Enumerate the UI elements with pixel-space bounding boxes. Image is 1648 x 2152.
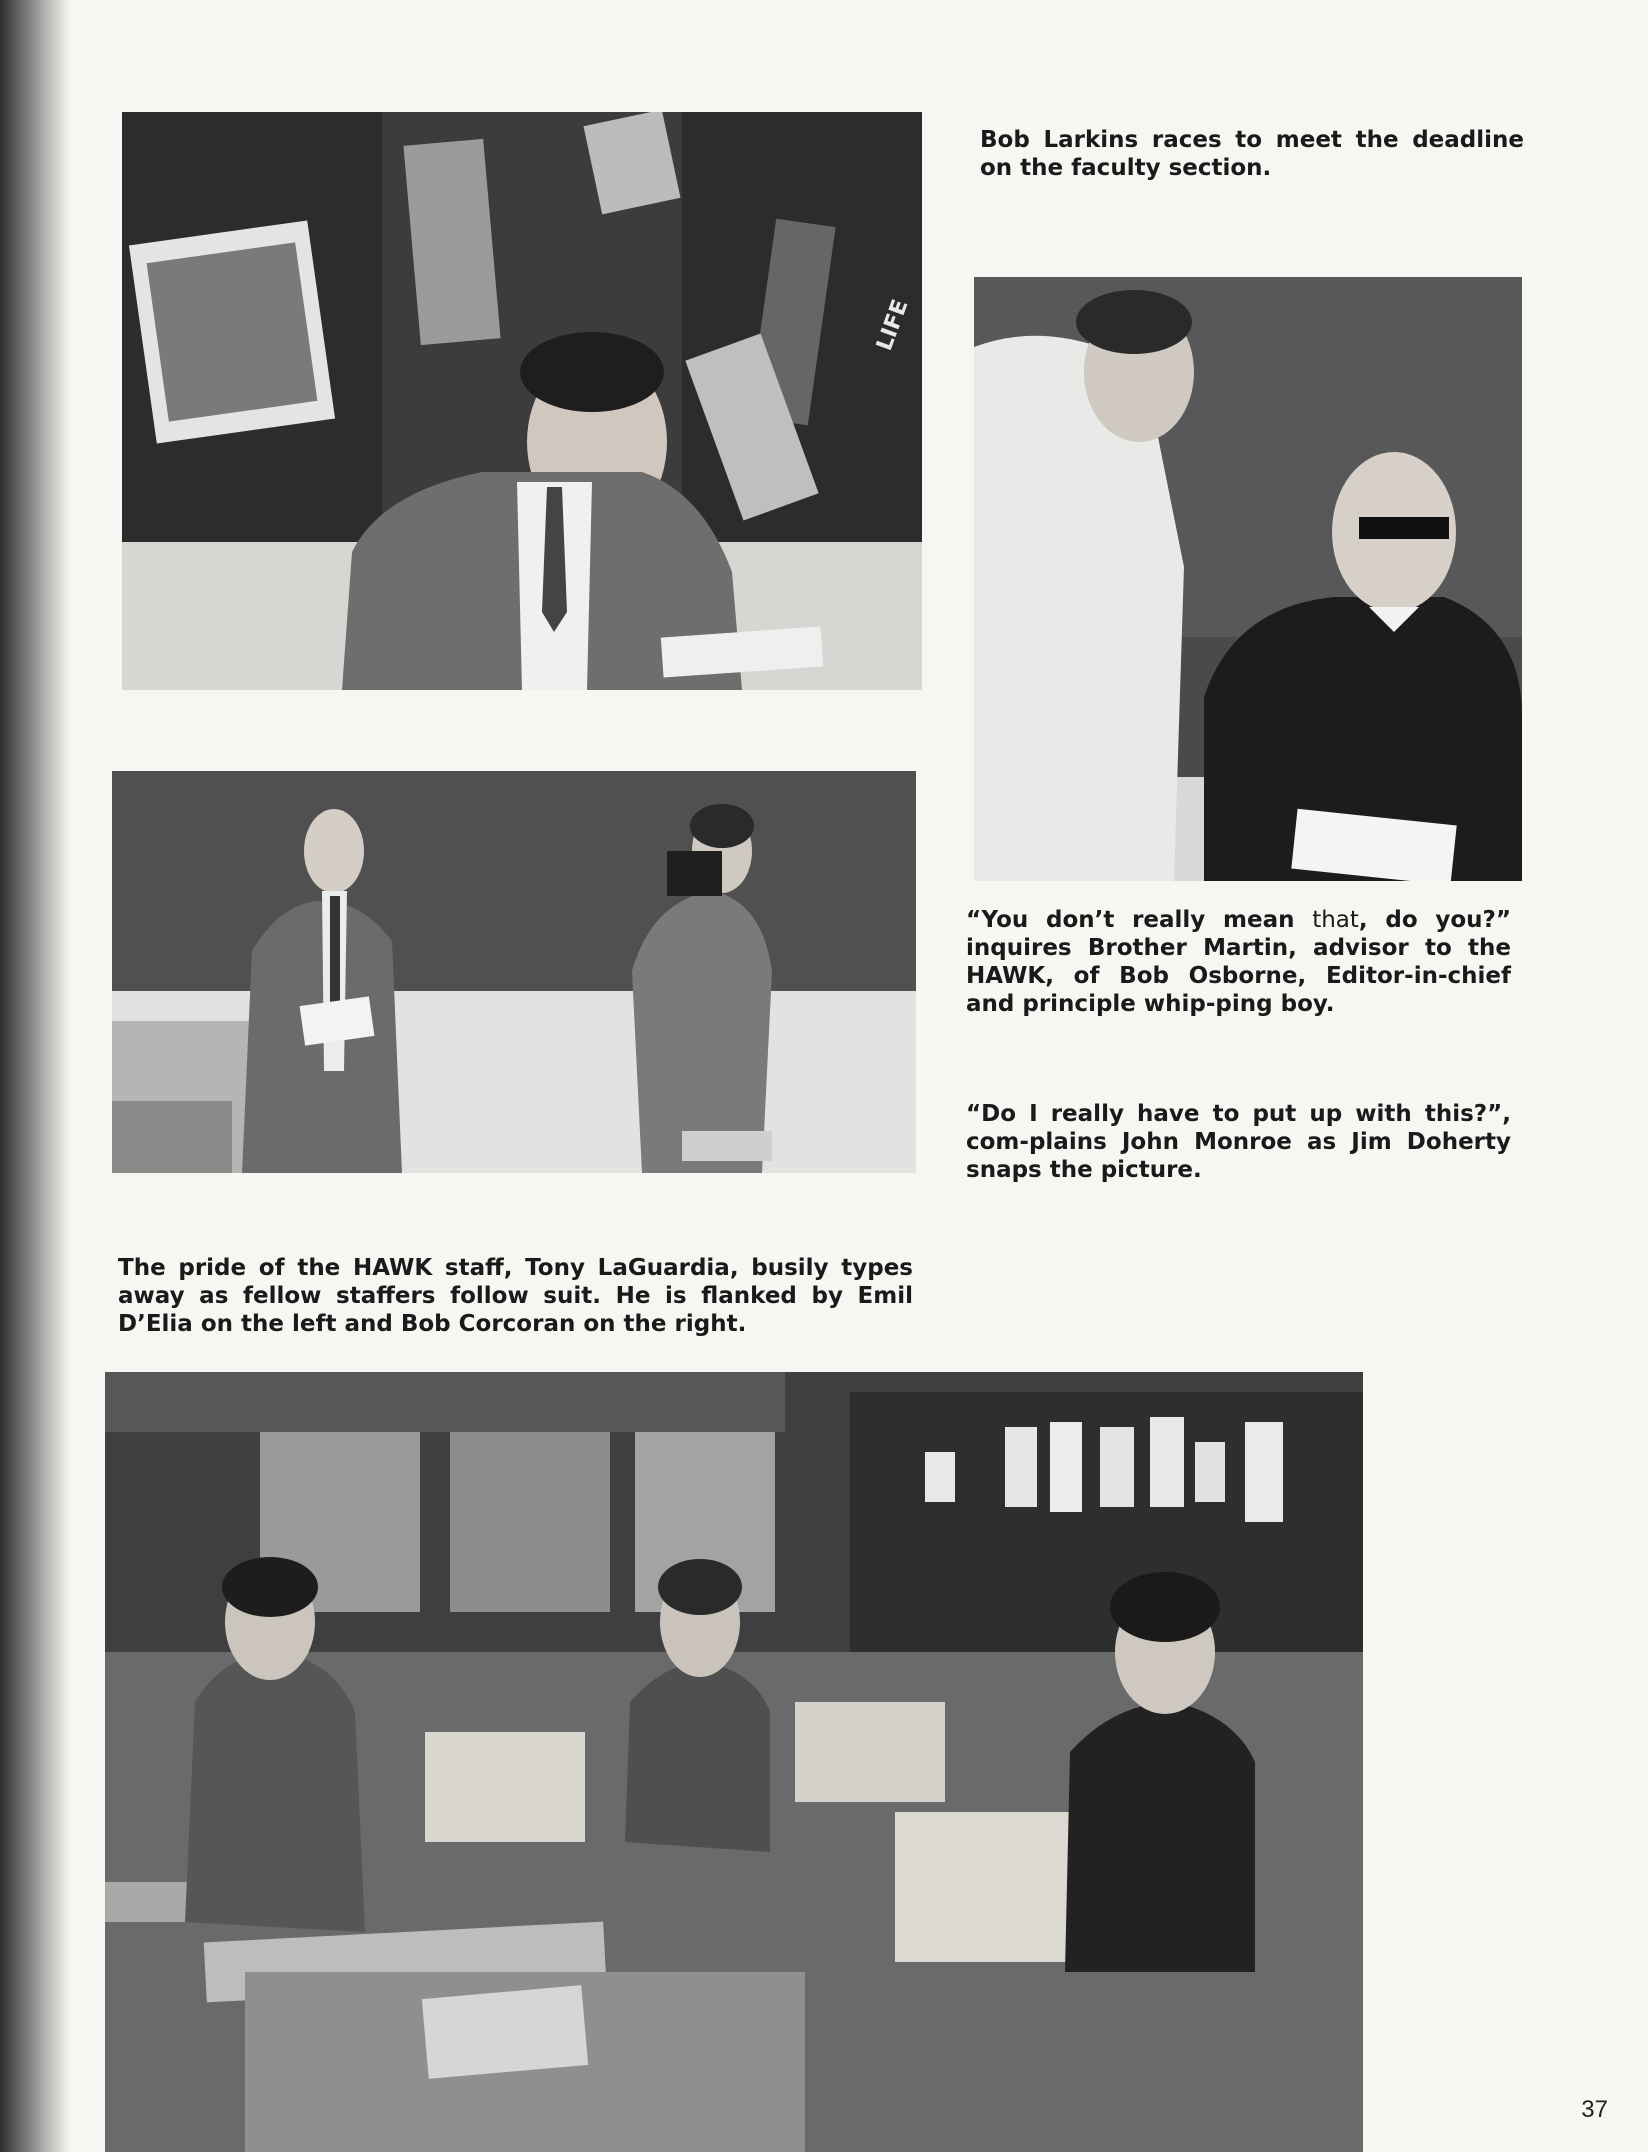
book-spine-shadow: [0, 0, 70, 2152]
caption-brother-martin: [966, 906, 1511, 1018]
life-magazine-logo: LIFE: [872, 296, 914, 355]
page-number: 37: [1581, 2096, 1608, 2123]
pinned-photo-group: [129, 220, 335, 443]
typewriter-left: [425, 1732, 585, 1842]
caption-bob-larkins: Bob Larkins races to meet the deadline on the faculty section.: [980, 127, 1524, 181]
caption-hawk-staff: The pride of the HAWK staff, Tony LaGuardia, busily types away as fellow staffers follow suit. He is flanked by Emil D’Elia on the left and Bob Corcoran on the right.: [118, 1255, 913, 1337]
caption-brother-martin-start: “You don’t really mean: [966, 907, 1313, 933]
caption-john-monroe: “Do I really have to put up with this?”, com-plains John Monroe as Jim Doherty snaps the picture.: [966, 1101, 1511, 1183]
caption-brother-martin-emphasis: that: [1312, 907, 1359, 933]
photo-hawk-staff-typing: [105, 1372, 1363, 2152]
photo-bob-larkins-writing: [122, 112, 922, 690]
photo-brother-martin-bob-osborne: [974, 277, 1522, 881]
typewriter-center: [795, 1702, 945, 1802]
photo-john-monroe-jim-doherty: [112, 771, 916, 1173]
caption-brother-martin-rest: , do you?” inquires Brother Martin, advisor to the HAWK, of Bob Osborne, Editor-in-chief and principle whip-ping boy.: [966, 907, 1511, 1017]
